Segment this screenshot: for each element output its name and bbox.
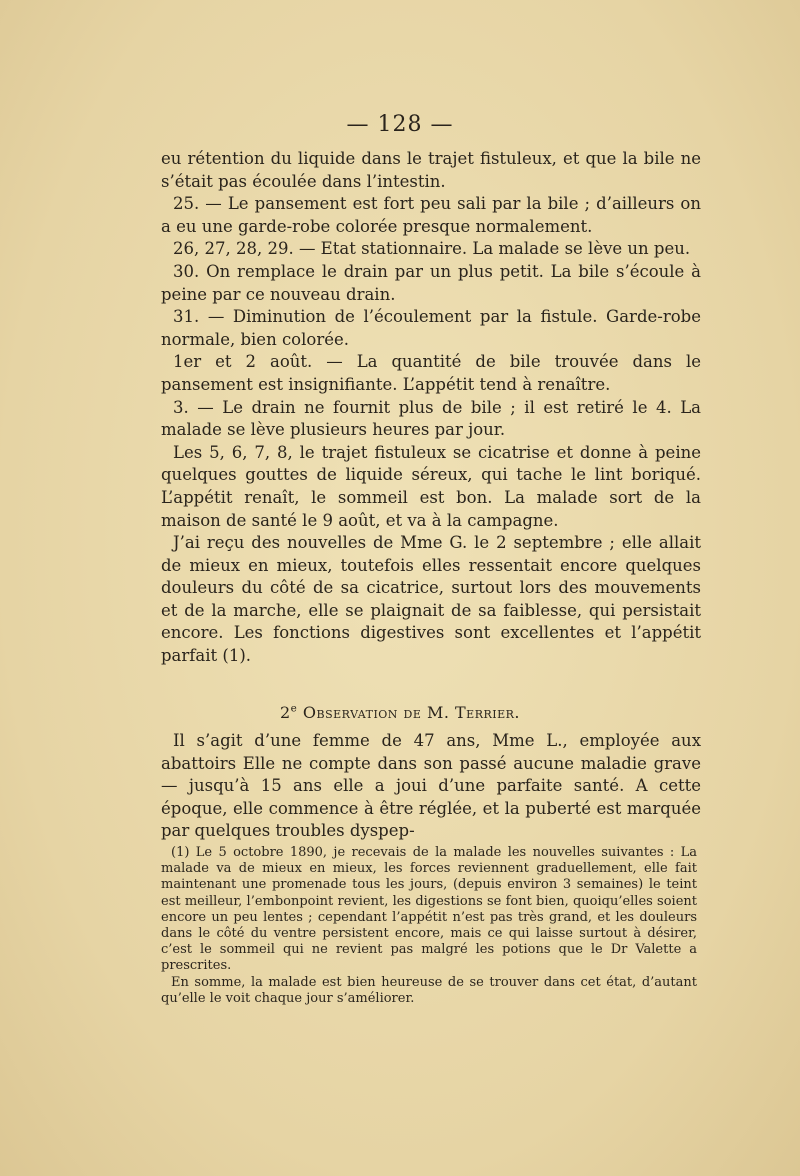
heading-text: Observation de M. Terrier. [302, 703, 521, 722]
page-number: — 128 — [346, 112, 454, 137]
footnote [161, 845, 697, 1007]
observation-text [161, 730, 701, 843]
body-text [161, 148, 701, 668]
paragraph: Il s’agit d’une femme de 47 ans, Mme L., employée aux abattoirs Elle ne compte dans son passé aucune maladie grave — jusqu’à 15 ans elle a joui d’une parfaite santé. A cette époque, elle commence à être réglée, et la puberté est marquée par quelques troubles dyspep- [161, 731, 701, 841]
footnote-paragraph: (1) Le 5 octobre 1890, je recevais de la malade les nouvelles suivantes : La malade va de mieux en mieux, les forces reviennent graduellement, elle fait maintenant une promenade tous les jours, (depuis environ 3 semaines) le teint est meilleur, l’embonpoint revient, les digestions se font bien, quoiqu’elles soient encore un peu lentes ; cependant l’appétit n’est pas très grand, et les douleurs dans le côté du ventre persistent encore, mais ce qui laisse surtout à désirer, c’est le sommeil qui ne revient pas malgré les potions que le Dr Valette a prescrites. [161, 845, 697, 974]
paragraph: 31. — Diminution de l’écoulement par la fistule. Garde-robe normale, bien colorée. [161, 307, 701, 349]
paragraph: 3. — Le drain ne fournit plus de bile ; il est retiré le 4. La malade se lève plusieurs heures par jour. [161, 397, 701, 440]
paragraph: eu rétention du liquide dans le trajet fistuleux, et que la bile ne s’était pas écoulée dans l’intestin. [161, 149, 701, 191]
heading-number-sup: e [290, 702, 298, 715]
heading-number: 2 [279, 703, 291, 722]
paragraph: J’ai reçu des nouvelles de Mme G. le 2 septembre ; elle allait de mieux en mieux, toutefois elles ressentait encore quelques douleurs du côté de sa cicatrice, surtout lors des mouvements et de la marche, elle se plaignait de sa faiblesse, qui persistait encore. Les fonctions digestives sont excellentes et l’appétit parfait (1). [161, 533, 701, 666]
section-heading [0, 703, 800, 722]
paragraph: 25. — Le pansement est fort peu sali par la bile ; d’ailleurs on a eu une garde-robe colorée presque normalement. [161, 194, 701, 236]
paragraph: 30. On remplace le drain par un plus petit. La bile s’écoule à peine par ce nouveau drain. [161, 261, 701, 304]
paragraph: 26, 27, 28, 29. — Etat stationnaire. La malade se lève un peu. [173, 239, 691, 259]
footnote-paragraph: En somme, la malade est bien heureuse de se trouver dans cet état, d’autant qu’elle le voit chaque jour s’améliorer. [161, 974, 697, 1006]
paragraph: Les 5, 6, 7, 8, le trajet fistuleux se cicatrise et donne à peine quelques gouttes de liquide séreux, qui tache le lint boriqué. L’appétit renaît, le sommeil est bon. La malade sort de la maison de santé le 9 août, et va à la campagne. [161, 442, 701, 530]
paragraph: 1er et 2 août. — La quantité de bile trouvée dans le pansement est insignifiante. L’appétit tend à renaître. [161, 352, 701, 394]
